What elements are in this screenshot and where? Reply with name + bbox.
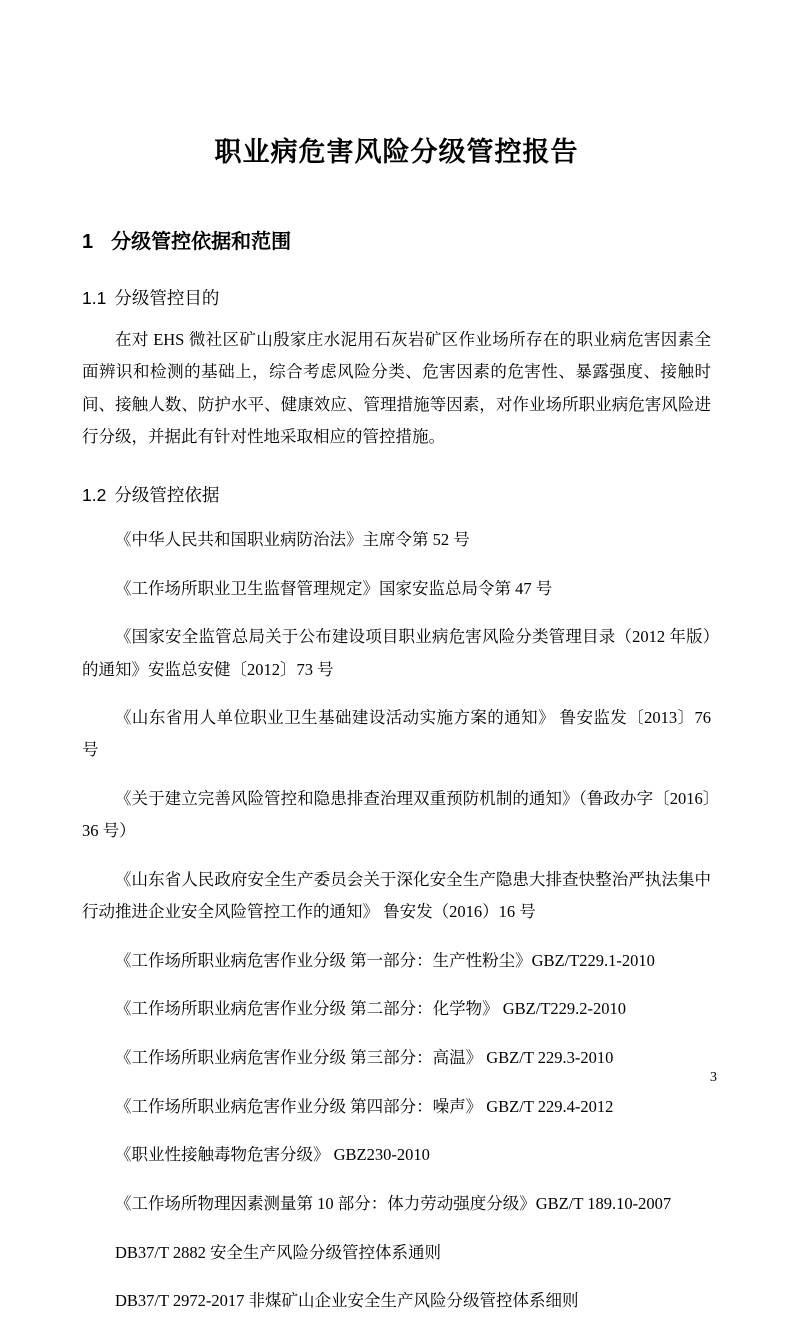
list-item: 《职业性接触毒物危害分级》 GBZ230-2010 bbox=[115, 1145, 430, 1165]
subsection-title-1-2: 分级管控依据 bbox=[114, 484, 220, 505]
page-title: 职业病危害风险分级管控报告 bbox=[214, 137, 579, 167]
list-item: 《工作场所职业病危害作业分级 第二部分：化学物》 GBZ/T229.2-2010 bbox=[115, 999, 627, 1019]
page-number: 3 bbox=[710, 1070, 717, 1085]
list-item: 《工作场所职业病危害作业分级 第一部分：生产性粉尘》GBZ/T229.1-2010 bbox=[115, 950, 655, 970]
list-item: 《工作场所职业病危害作业分级 第三部分：高温》 GBZ/T 229.3-2010 bbox=[115, 1048, 614, 1068]
list-item: 《工作场所职业卫生监督管理规定》国家安监总局令第 47 号 bbox=[115, 578, 553, 598]
section-number-1: 1 bbox=[82, 230, 94, 253]
paragraph-purpose: 在对 EHS 微社区矿山殷家庄水泥用石灰岩矿区作业场所存在的职业病危害因素全面辨识和检测的基础上，综合考虑风险分类、危害因素的危害性、暴露强度、接触时间、接触人数、防护水平、健康效应、管理措施等因素，对作业场所职业病危害风险进行分级，并据此有针对性地采取相应的管控措施。 bbox=[82, 330, 711, 446]
list-item: 《国家安全监管总局关于公布建设项目职业病危害风险分类管理目录（2012 年版）的通知》安监总安健〔2012〕73 号 bbox=[82, 627, 711, 679]
subsection-title-1-1: 分级管控目的 bbox=[114, 287, 220, 308]
subsection-number-1-1: 1.1 bbox=[82, 287, 107, 308]
list-item: DB37/T 2882 安全生产风险分级管控体系通则 bbox=[115, 1242, 442, 1262]
list-item: 《中华人民共和国职业病防治法》主席令第 52 号 bbox=[115, 529, 470, 549]
list-item: 《关于建立完善风险管控和隐患排查治理双重预防机制的通知》（鲁政办字〔2016〕36 号） bbox=[82, 789, 711, 841]
list-item: 《山东省人民政府安全生产委员会关于深化安全生产隐患大排查快整治严执法集中行动推进企业安全风险管控工作的通知》 鲁安发（2016）16 号 bbox=[82, 869, 711, 922]
list-item: 《工作场所职业病危害作业分级 第四部分：噪声》 GBZ/T 229.4-2012 bbox=[115, 1096, 614, 1116]
reference-list bbox=[82, 524, 711, 1318]
section-title-1: 分级管控依据和范围 bbox=[111, 230, 292, 253]
subsection-number-1-2: 1.2 bbox=[82, 484, 107, 505]
subsection-heading-1-2 bbox=[82, 483, 711, 508]
section-heading-1 bbox=[82, 228, 711, 256]
list-item: 《工作场所物理因素测量第 10 部分：体力劳动强度分级》GBZ/T 189.10-2007 bbox=[115, 1194, 672, 1214]
list-item: DB37/T 2972-2017 非煤矿山企业安全生产风险分级管控体系细则 bbox=[115, 1291, 579, 1311]
subsection-heading-1-1 bbox=[82, 286, 711, 311]
list-item: 《山东省用人单位职业卫生基础建设活动实施方案的通知》 鲁安监发〔2013〕76 号 bbox=[82, 708, 711, 760]
